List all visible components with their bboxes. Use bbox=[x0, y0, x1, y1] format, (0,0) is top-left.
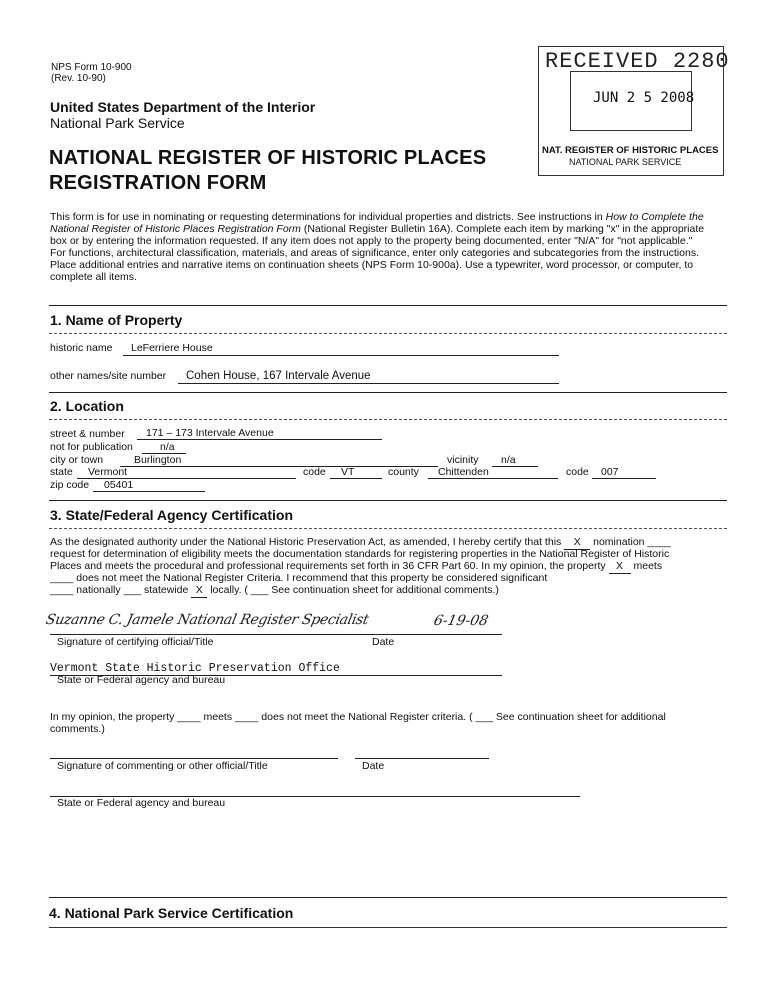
section-rule bbox=[49, 419, 727, 420]
stamp-received-text: RECEIVED 2280 bbox=[545, 49, 730, 74]
section-4-title: 4. National Park Service Certification bbox=[49, 905, 294, 921]
agency2-label: State or Federal agency and bureau bbox=[57, 797, 226, 809]
section-2-title: 2. Location bbox=[50, 398, 124, 414]
section-rule bbox=[49, 500, 727, 501]
form-number: NPS Form 10-900 bbox=[51, 62, 132, 73]
city-label: city or town bbox=[50, 454, 104, 466]
instructions-line-5: Place additional entries and narrative items on continuation sheets (NPS Form 10-900a). Use a typewriter, word processor, or computer, to bbox=[50, 259, 694, 271]
section-1-title: 1. Name of Property bbox=[50, 312, 183, 328]
certification-line-1: As the designated authority under the National Historic Preservation Act, as amended, I hereby certify that this X nomination ____ bbox=[50, 536, 671, 548]
handwritten-signature: Suzanne C. Jamele National Register Specialist bbox=[44, 612, 371, 628]
commenting-signature-label: Signature of commenting or other official/Title bbox=[57, 760, 268, 772]
historic-name-label: historic name bbox=[50, 342, 113, 354]
certification-line-3: Places and meets the procedural and professional requirements set forth in 36 CFR Part 60. In my opinion, the property X meets bbox=[50, 560, 663, 572]
stamp-footer-1: NAT. REGISTER OF HISTORIC PLACES bbox=[542, 145, 719, 156]
historic-name-line bbox=[123, 355, 559, 356]
street-line bbox=[137, 439, 382, 440]
certification-line-4: ____ does not meet the National Register Criteria. I recommend that this property be considered significant bbox=[50, 572, 548, 584]
state-code-line bbox=[330, 478, 382, 479]
other-names-label: other names/site number bbox=[50, 370, 167, 382]
vicinity-label: vicinity bbox=[447, 454, 479, 466]
state-label: state bbox=[50, 466, 73, 478]
street-label: street & number bbox=[50, 428, 125, 440]
zip-line bbox=[93, 491, 205, 492]
county-value: Chittenden bbox=[438, 466, 489, 478]
section-rule bbox=[49, 333, 727, 334]
handwritten-date: 6-19-08 bbox=[432, 613, 490, 629]
page-subtitle: REGISTRATION FORM bbox=[49, 172, 267, 194]
instructions-line-3: box or by entering the information requested. If any item does not apply to the property being documented, enter "N/A" for "not applicable." bbox=[50, 235, 693, 247]
commenting-date-label: Date bbox=[362, 760, 385, 772]
vicinity-line bbox=[492, 466, 538, 467]
instructions-line-6: complete all items. bbox=[50, 271, 137, 283]
county-code-label: code bbox=[566, 466, 589, 478]
section-rule bbox=[49, 392, 727, 393]
vicinity-value: n/a bbox=[501, 454, 516, 466]
state-code-value: VT bbox=[341, 466, 355, 478]
state-code-label: code bbox=[303, 466, 326, 478]
service-name: National Park Service bbox=[50, 115, 185, 131]
county-code-value: 007 bbox=[601, 466, 619, 478]
instructions-line-4: For functions, architectural classification, materials, and areas of significance, enter only categories and subcategories from the instructions. bbox=[50, 247, 699, 259]
department-name: United States Department of the Interior bbox=[50, 99, 316, 115]
signature-line bbox=[50, 634, 502, 635]
locally-mark: X bbox=[191, 584, 207, 598]
zip-label: zip code bbox=[50, 479, 90, 491]
certification-line-2: request for determination of eligibility meets the documentation standards for registering properties in the National Register of Historic bbox=[50, 548, 670, 560]
agency-label: State or Federal agency and bureau bbox=[57, 674, 226, 686]
section-rule bbox=[49, 528, 727, 529]
instructions-line-1: This form is for use in nominating or requesting determinations for individual properties and districts. See instructions in How to Complete the bbox=[50, 211, 704, 223]
page-title: NATIONAL REGISTER OF HISTORIC PLACES bbox=[49, 147, 487, 169]
opinion-line-2: comments.) bbox=[50, 723, 105, 735]
section-rule bbox=[49, 927, 727, 928]
date-label: Date bbox=[372, 636, 395, 648]
commenting-date-line bbox=[355, 758, 489, 759]
nomination-mark: X bbox=[564, 536, 590, 550]
stamp-date-box bbox=[570, 71, 695, 131]
section-3-title: 3. State/Federal Agency Certification bbox=[50, 507, 293, 523]
county-line bbox=[428, 478, 558, 479]
instructions-line-2: National Register of Historic Places Registration Form (National Register Bulletin 16A). Complete each item by marking "x" in the appropriate bbox=[50, 223, 705, 235]
form-revision: (Rev. 10-90) bbox=[51, 73, 106, 84]
historic-name-value: LeFerriere House bbox=[131, 342, 213, 354]
opinion-line-1: In my opinion, the property ____ meets ____ does not meet the National Register criteria. ( ___ See continuation sheet for additional bbox=[50, 711, 666, 723]
state-value: Vermont bbox=[88, 466, 128, 478]
received-stamp bbox=[538, 46, 730, 176]
other-names-value: Cohen House, 167 Intervale Avenue bbox=[186, 370, 371, 382]
street-value: 171 – 173 Intervale Avenue bbox=[146, 427, 274, 439]
agency-value: Vermont State Historic Preservation Office bbox=[50, 662, 340, 675]
meets-mark: X bbox=[609, 560, 631, 574]
not-for-publication-value: n/a bbox=[160, 441, 175, 453]
certification-line-5: ____ nationally ___ statewide X locally. ( ___ See continuation sheet for additional comments.) bbox=[50, 584, 499, 596]
commenting-signature-line bbox=[50, 758, 338, 759]
county-code-line bbox=[592, 478, 656, 479]
zip-value: 05401 bbox=[104, 479, 134, 491]
city-value: Burlington bbox=[134, 454, 182, 466]
not-for-publication-label: not for publication bbox=[50, 441, 133, 453]
other-names-line bbox=[178, 383, 559, 384]
stamp-footer-2: NATIONAL PARK SERVICE bbox=[569, 157, 682, 167]
section-rule bbox=[49, 897, 727, 898]
signature-label: Signature of certifying official/Title bbox=[57, 636, 214, 648]
section-rule bbox=[49, 305, 727, 306]
stamp-date: JUN 2 5 2008 bbox=[593, 90, 695, 106]
county-label: county bbox=[388, 466, 419, 478]
